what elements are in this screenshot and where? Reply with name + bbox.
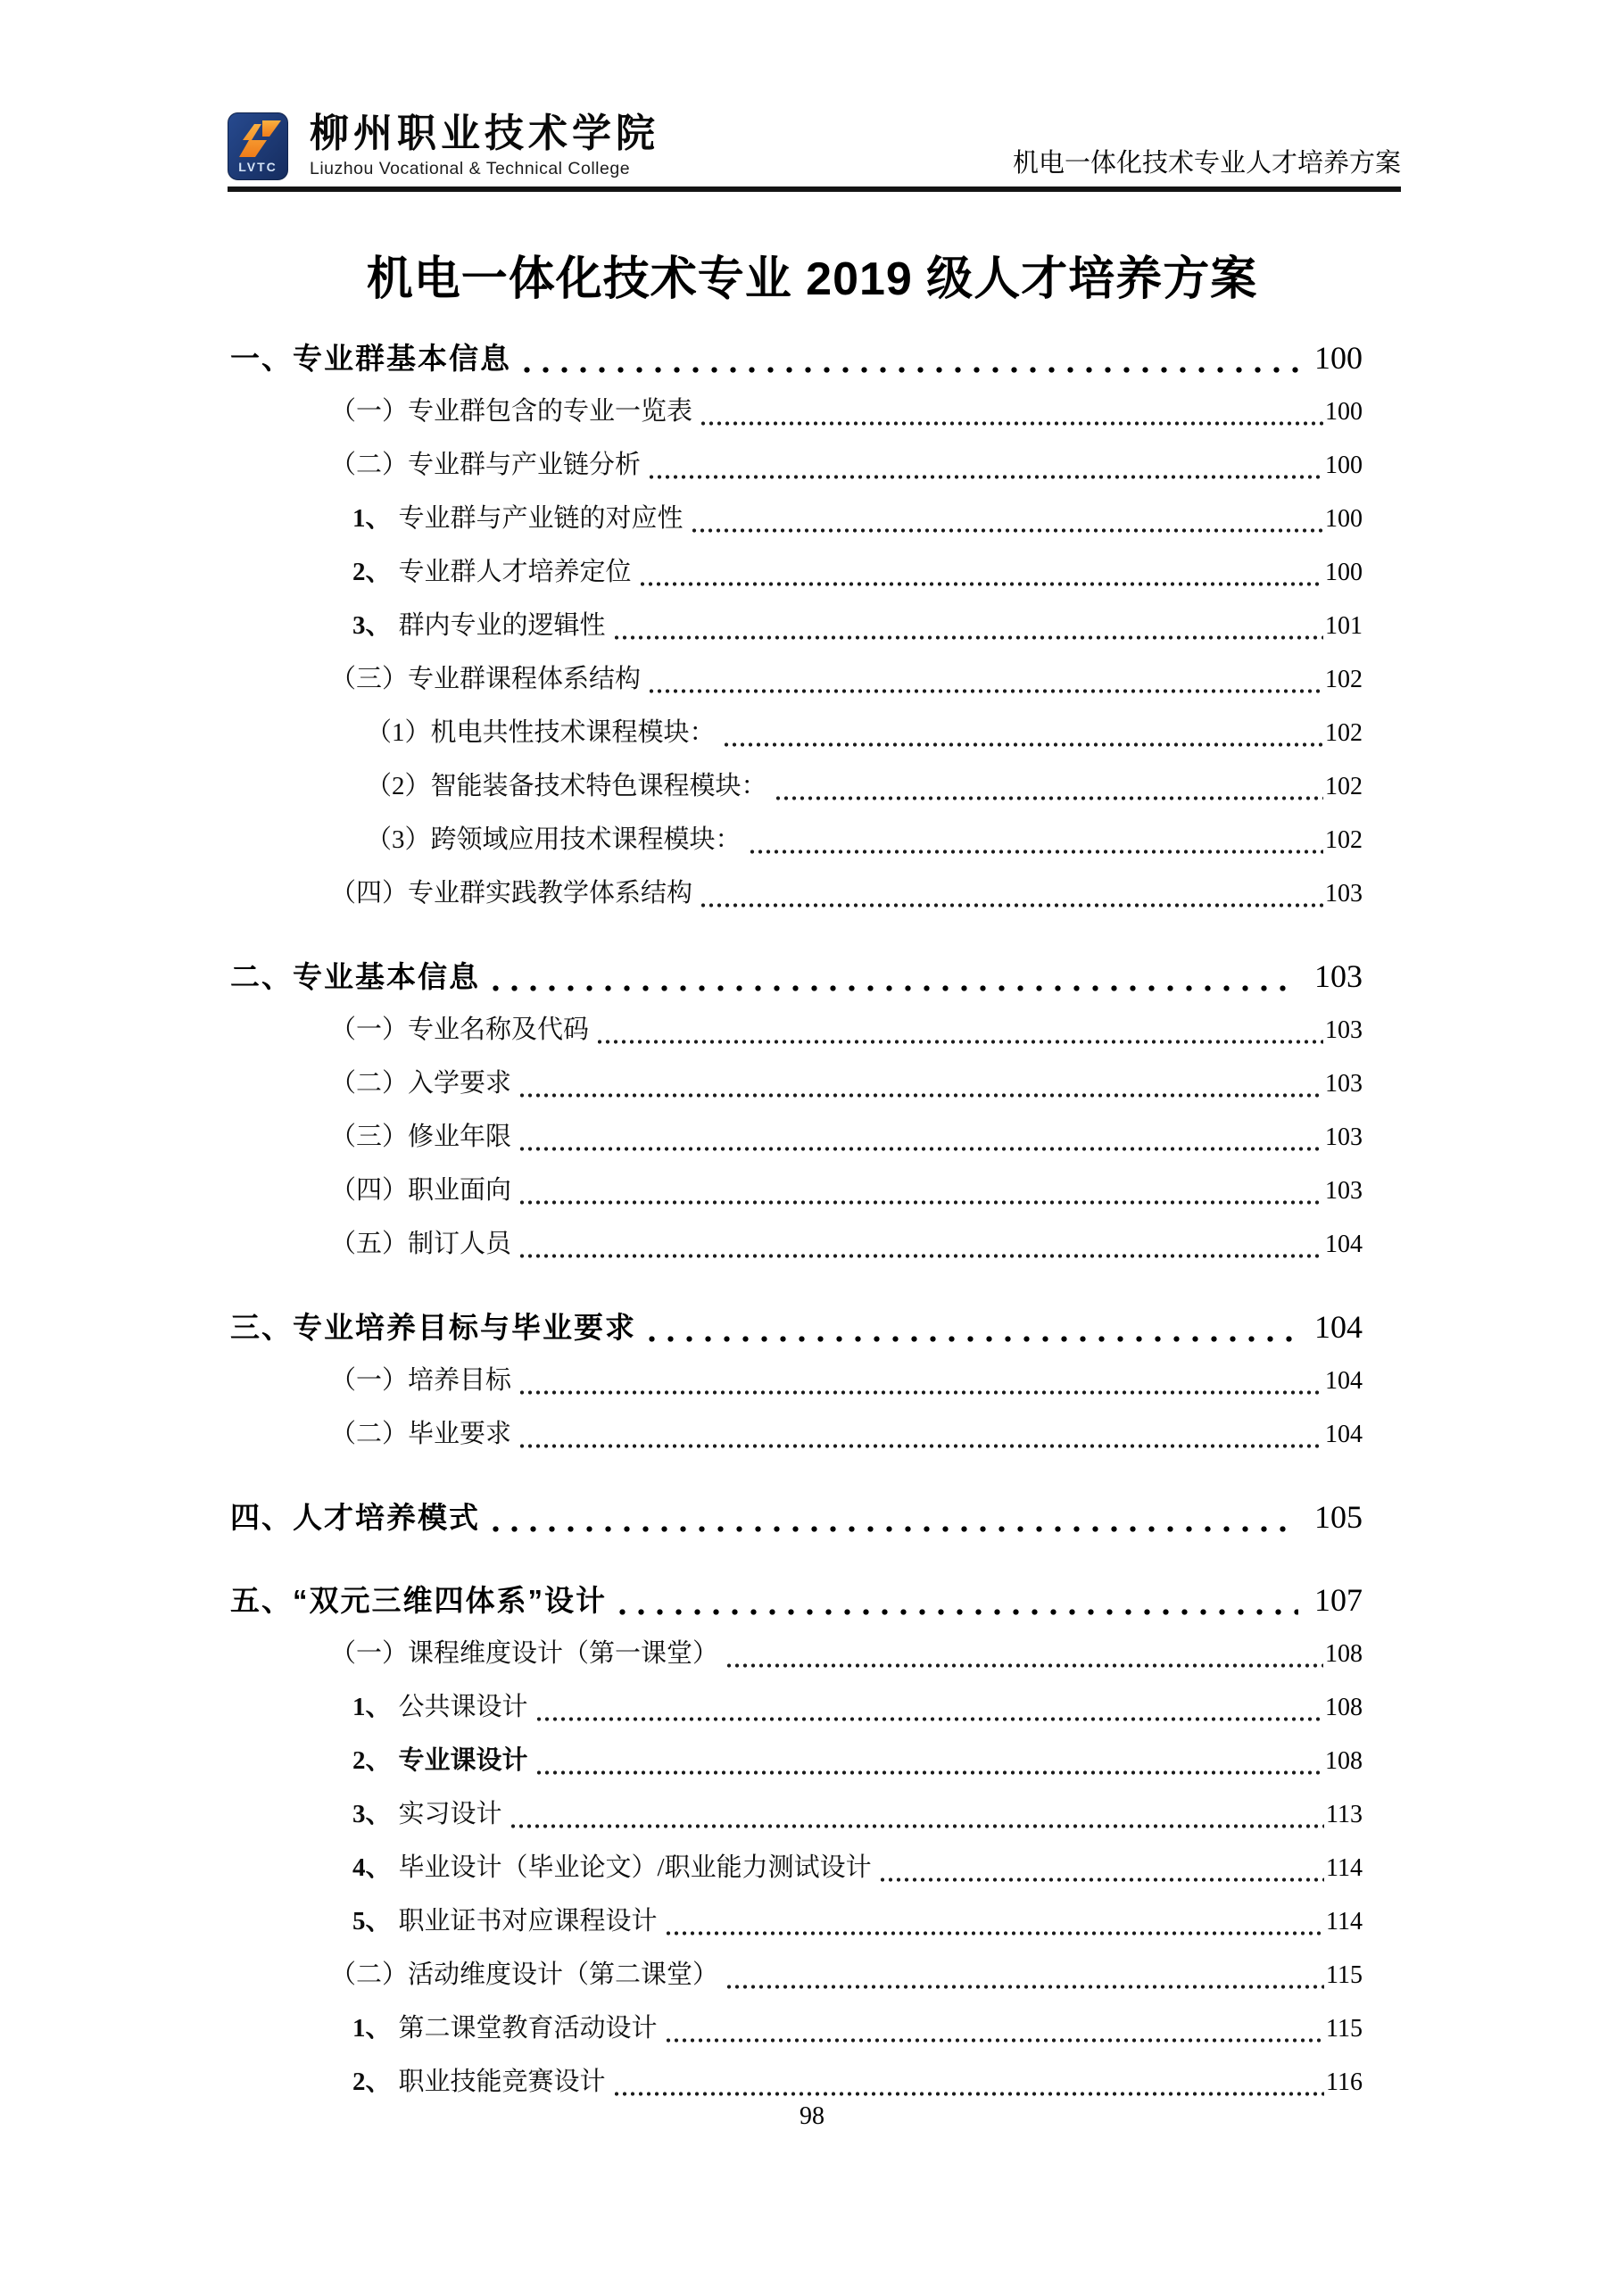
toc-page-number: 104	[1314, 1309, 1363, 1345]
toc-entry	[230, 1354, 1363, 1407]
toc-entry	[230, 1110, 1363, 1164]
toc-entry	[230, 813, 1363, 866]
toc-leader-dots	[520, 1147, 1323, 1151]
toc-entry-label: （二）专业群与产业链分析	[330, 451, 642, 479]
toc-leader-dots	[692, 528, 1323, 533]
toc-entry-number: 2、	[352, 2068, 392, 2096]
toc-page-number: 103	[1325, 1016, 1363, 1044]
table-of-contents	[230, 331, 1363, 2109]
toc-entry-label: 毕业设计（毕业论文）/职业能力测试设计	[398, 1853, 872, 1882]
toc-page-number: 107	[1314, 1582, 1363, 1618]
toc-leader-dots	[493, 1526, 1298, 1532]
toc-page-number: 105	[1314, 1499, 1363, 1535]
toc-page-number: 102	[1325, 773, 1363, 800]
toc-entry	[230, 2055, 1363, 2109]
toc-entry-label: 公共课设计	[398, 1693, 528, 1721]
toc-leader-dots	[537, 1770, 1323, 1775]
toc-page-number: 115	[1326, 2015, 1363, 2043]
page-header	[228, 112, 1401, 180]
toc-entry	[230, 331, 1363, 385]
toc-leader-dots	[520, 1444, 1323, 1448]
toc-entry-label: （三）修业年限	[330, 1123, 512, 1151]
toc-entry	[230, 1680, 1363, 1734]
toc-leader-dots	[511, 1824, 1325, 1828]
toc-entry	[230, 2002, 1363, 2055]
logo-abbr-text: LVTC	[238, 160, 278, 174]
toc-entry	[230, 1573, 1363, 1627]
toc-leader-dots	[615, 635, 1323, 640]
footer-page-number: 98	[800, 2102, 824, 2130]
toc-page-number: 100	[1325, 398, 1363, 426]
toc-entry-label: 群内专业的逻辑性	[398, 611, 606, 640]
toc-entry-number: 3、	[352, 611, 392, 640]
toc-entry-number: 2、	[352, 1746, 392, 1775]
toc-page-number: 103	[1325, 1070, 1363, 1098]
toc-entry	[230, 1057, 1363, 1110]
toc-entry-label: （二）毕业要求	[330, 1420, 512, 1448]
toc-entry	[230, 949, 1363, 1003]
toc-page-number: 101	[1325, 612, 1363, 640]
toc-leader-dots	[650, 475, 1323, 479]
toc-leader-dots	[649, 1336, 1298, 1342]
toc-entry-number: 3、	[352, 1800, 392, 1828]
toc-leader-dots	[619, 1609, 1298, 1615]
toc-entry-label: （3）跨领域应用技术课程模块：	[366, 825, 742, 854]
toc-entry-label: 实习设计	[398, 1800, 502, 1828]
toc-entry	[230, 1217, 1363, 1271]
toc-leader-dots	[598, 1040, 1323, 1044]
toc-entry	[230, 438, 1363, 492]
toc-leader-dots	[520, 1200, 1323, 1205]
toc-leader-dots	[727, 1985, 1324, 1989]
header-rule	[228, 186, 1401, 192]
toc-page-number: 104	[1325, 1421, 1363, 1448]
toc-leader-dots	[776, 796, 1323, 800]
toc-page-number: 100	[1314, 340, 1363, 376]
toc-entry	[230, 759, 1363, 813]
toc-page-number: 102	[1325, 666, 1363, 693]
toc-entry	[230, 1787, 1363, 1841]
toc-page-number: 104	[1325, 1367, 1363, 1395]
toc-leader-dots	[520, 1254, 1323, 1258]
toc-entry	[230, 1300, 1363, 1354]
toc-page-number: 108	[1325, 1694, 1363, 1721]
toc-leader-dots	[641, 582, 1323, 586]
toc-entry-number: 1、	[352, 2014, 392, 2043]
toc-entry-label: 职业证书对应课程设计	[398, 1907, 658, 1935]
toc-page-number: 103	[1325, 880, 1363, 908]
toc-leader-dots	[524, 367, 1298, 373]
toc-entry-label: （一）课程维度设计（第一课堂）	[330, 1639, 719, 1668]
toc-entry-number: 4、	[352, 1853, 392, 1882]
toc-entry-label: （一）专业名称及代码	[330, 1015, 590, 1044]
toc-leader-dots	[727, 1663, 1323, 1668]
toc-page-number: 100	[1325, 559, 1363, 586]
toc-leader-dots	[667, 1931, 1325, 1935]
toc-entry	[230, 1164, 1363, 1217]
toc-entry-label: 职业技能竞赛设计	[398, 2068, 606, 2096]
toc-page-number: 100	[1325, 452, 1363, 479]
toc-entry	[230, 652, 1363, 706]
school-name-en: Liuzhou Vocational & Technical College	[310, 159, 631, 178]
toc-entry-label: （一）培养目标	[330, 1366, 512, 1395]
header-brand	[228, 112, 659, 180]
toc-page-number: 102	[1325, 826, 1363, 854]
toc-entry-label: 五、“双元三维四体系”设计	[230, 1584, 607, 1617]
toc-entry-label: （一）专业群包含的专业一览表	[330, 397, 693, 426]
toc-leader-dots	[667, 2038, 1325, 2043]
toc-leader-dots	[701, 903, 1323, 908]
toc-page-number: 108	[1325, 1640, 1363, 1668]
toc-page-number: 108	[1325, 1747, 1363, 1775]
toc-entry	[230, 1490, 1363, 1544]
toc-leader-dots	[750, 850, 1323, 854]
toc-entry	[230, 492, 1363, 545]
toc-entry-label: （四）职业面向	[330, 1176, 512, 1205]
toc-entry	[230, 599, 1363, 652]
toc-page-number: 113	[1326, 1801, 1363, 1828]
page-title: 机电一体化技术专业 2019 级人才培养方案	[366, 253, 1258, 305]
toc-entry	[230, 1407, 1363, 1461]
toc-entry-number: 1、	[352, 1693, 392, 1721]
toc-entry	[230, 1627, 1363, 1680]
toc-entry-label: 第二课堂教育活动设计	[398, 2014, 658, 2043]
toc-entry-label: 三、专业培养目标与毕业要求	[230, 1311, 636, 1344]
toc-entry-label: 专业课设计	[398, 1746, 528, 1775]
toc-leader-dots	[650, 689, 1323, 693]
toc-leader-dots	[701, 421, 1323, 426]
toc-leader-dots	[493, 985, 1298, 991]
toc-page-number: 103	[1325, 1123, 1363, 1151]
toc-entry-label: （三）专业群课程体系结构	[330, 665, 642, 693]
toc-entry	[230, 1894, 1363, 1948]
toc-entry	[230, 1734, 1363, 1787]
school-name-zh: 柳州职业技术学院	[310, 112, 659, 155]
toc-leader-dots	[725, 742, 1323, 747]
toc-page-number: 114	[1326, 1854, 1363, 1882]
toc-entry-label: 专业群与产业链的对应性	[398, 504, 684, 533]
toc-page-number: 103	[1325, 1177, 1363, 1205]
toc-entry	[230, 1948, 1363, 2002]
toc-leader-dots	[520, 1093, 1323, 1098]
toc-page-number: 100	[1325, 505, 1363, 533]
toc-leader-dots	[615, 2092, 1325, 2096]
toc-entry	[230, 1003, 1363, 1057]
toc-entry-label: 二、专业基本信息	[230, 960, 480, 993]
toc-entry-label: 专业群人才培养定位	[398, 558, 632, 586]
toc-page-number: 102	[1325, 719, 1363, 747]
toc-entry-label: （五）制订人员	[330, 1230, 512, 1258]
toc-leader-dots	[537, 1717, 1323, 1721]
header-doc-label: 机电一体化技术专业人才培养方案	[1012, 149, 1401, 178]
toc-page-number: 104	[1325, 1231, 1363, 1258]
toc-entry	[230, 1841, 1363, 1894]
school-names	[310, 112, 659, 179]
toc-entry	[230, 545, 1363, 599]
toc-page-number: 116	[1326, 2068, 1363, 2096]
toc-page-number: 115	[1326, 1961, 1363, 1989]
toc-leader-dots	[881, 1877, 1324, 1882]
toc-entry-number: 5、	[352, 1907, 392, 1935]
toc-entry-label: （1）机电共性技术课程模块：	[366, 718, 716, 747]
toc-entry	[230, 706, 1363, 759]
toc-entry-number: 1、	[352, 504, 392, 533]
college-logo-icon	[228, 112, 288, 180]
toc-entry-label: （四）专业群实践教学体系结构	[330, 879, 693, 908]
toc-page-number: 103	[1314, 958, 1363, 994]
toc-entry-number: 2、	[352, 558, 392, 586]
toc-entry	[230, 866, 1363, 920]
toc-entry	[230, 385, 1363, 438]
toc-entry-label: 一、专业群基本信息	[230, 342, 511, 375]
toc-entry-label: （二）入学要求	[330, 1069, 512, 1098]
toc-entry-label: （二）活动维度设计（第二课堂）	[330, 1960, 719, 1989]
toc-entry-label: （2）智能装备技术特色课程模块：	[366, 772, 767, 800]
toc-leader-dots	[520, 1390, 1323, 1395]
toc-entry-label: 四、人才培养模式	[230, 1501, 480, 1534]
toc-page-number: 114	[1326, 1908, 1363, 1935]
